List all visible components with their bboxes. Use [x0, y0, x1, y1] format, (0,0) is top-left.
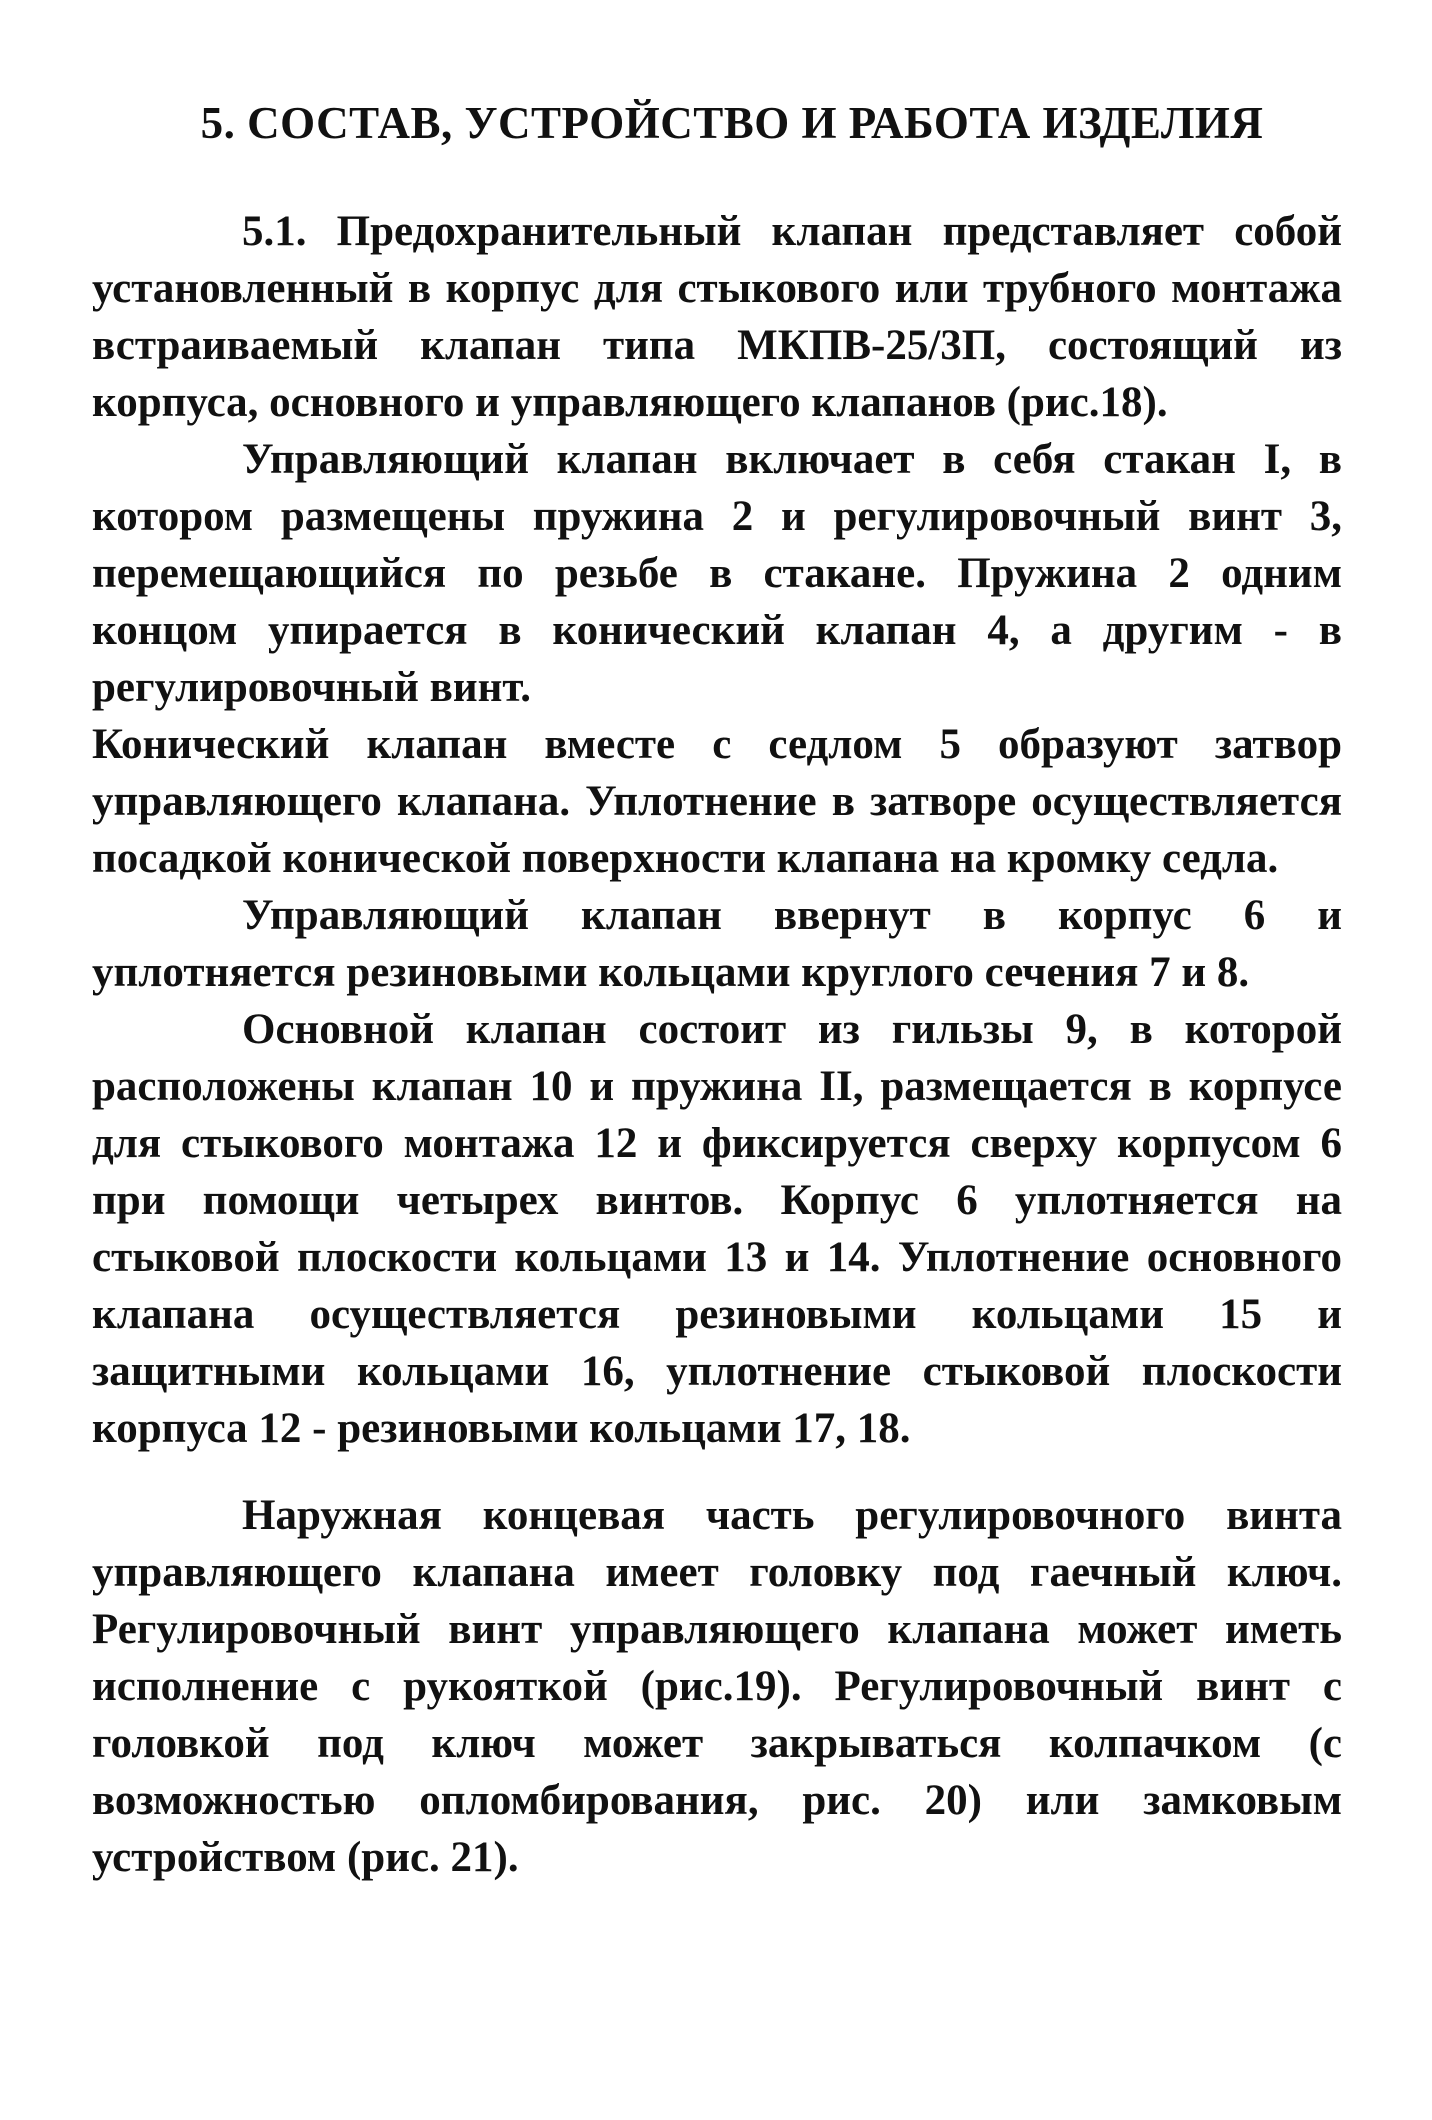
paragraph-5-1: 5.1. Предохранительный клапан представляет собой установленный в корпус для стыкового или трубного монтажа встраиваемый клапан типа МКПВ-25/3П, состоящий из корпуса, основного и управляющего клапанов (рис.18). — [92, 208, 1342, 426]
paragraph-main-valve: Основной клапан состоит из гильзы 9, в которой расположены клапан 10 и пружина II, размещается в корпусе для стыкового монтажа 12 и фиксируется сверху корпусом 6 при помощи четырех винтов. Корпус 6 уплотняется на стыковой плоскости кольцами 13 и 14. Уплотнение основного клапана осуществляется резиновыми кольцами 15 и защитными кольцами 16, уплотнение стыковой плоскости корпуса 12 - резиновыми кольцами 17, 18. — [92, 1006, 1342, 1452]
paragraph-control-valve: Управляющий клапан включает в себя стакан I, в котором размещены пружина 2 и регулировочный винт 3, перемещающийся по резьбе в стакане. Пружина 2 одним концом упирается в конический клапан 4, а другим - в регулировочный винт. — [92, 436, 1342, 711]
section-title: 5. СОСТАВ, УСТРОЙСТВО И РАБОТА ИЗДЕЛИЯ — [200, 98, 1264, 148]
paragraph-control-valve-body: Управляющий клапан ввернут в корпус 6 и уплотняется резиновыми кольцами круглого сечения 7 и 8. — [92, 892, 1342, 996]
paragraph-conical-valve: Конический клапан вместе с седлом 5 образуют затвор управляющего клапана. Уплотнение в затворе осуществляется посадкой конической поверхности клапана на кромку седла. — [92, 721, 1342, 882]
paragraph-adjusting-screw: Наружная концевая часть регулировочного винта управляющего клапана имеет головку под гаечный ключ. Регулировочный винт управляющего клапана может иметь исполнение с рукояткой (рис.19). Регулировочный винт с головкой под ключ может закрываться колпачком (с возможностью опломбирования, рис. 20) или замковым устройством (рис. 21). — [92, 1492, 1342, 1881]
document-body — [92, 95, 1342, 1886]
